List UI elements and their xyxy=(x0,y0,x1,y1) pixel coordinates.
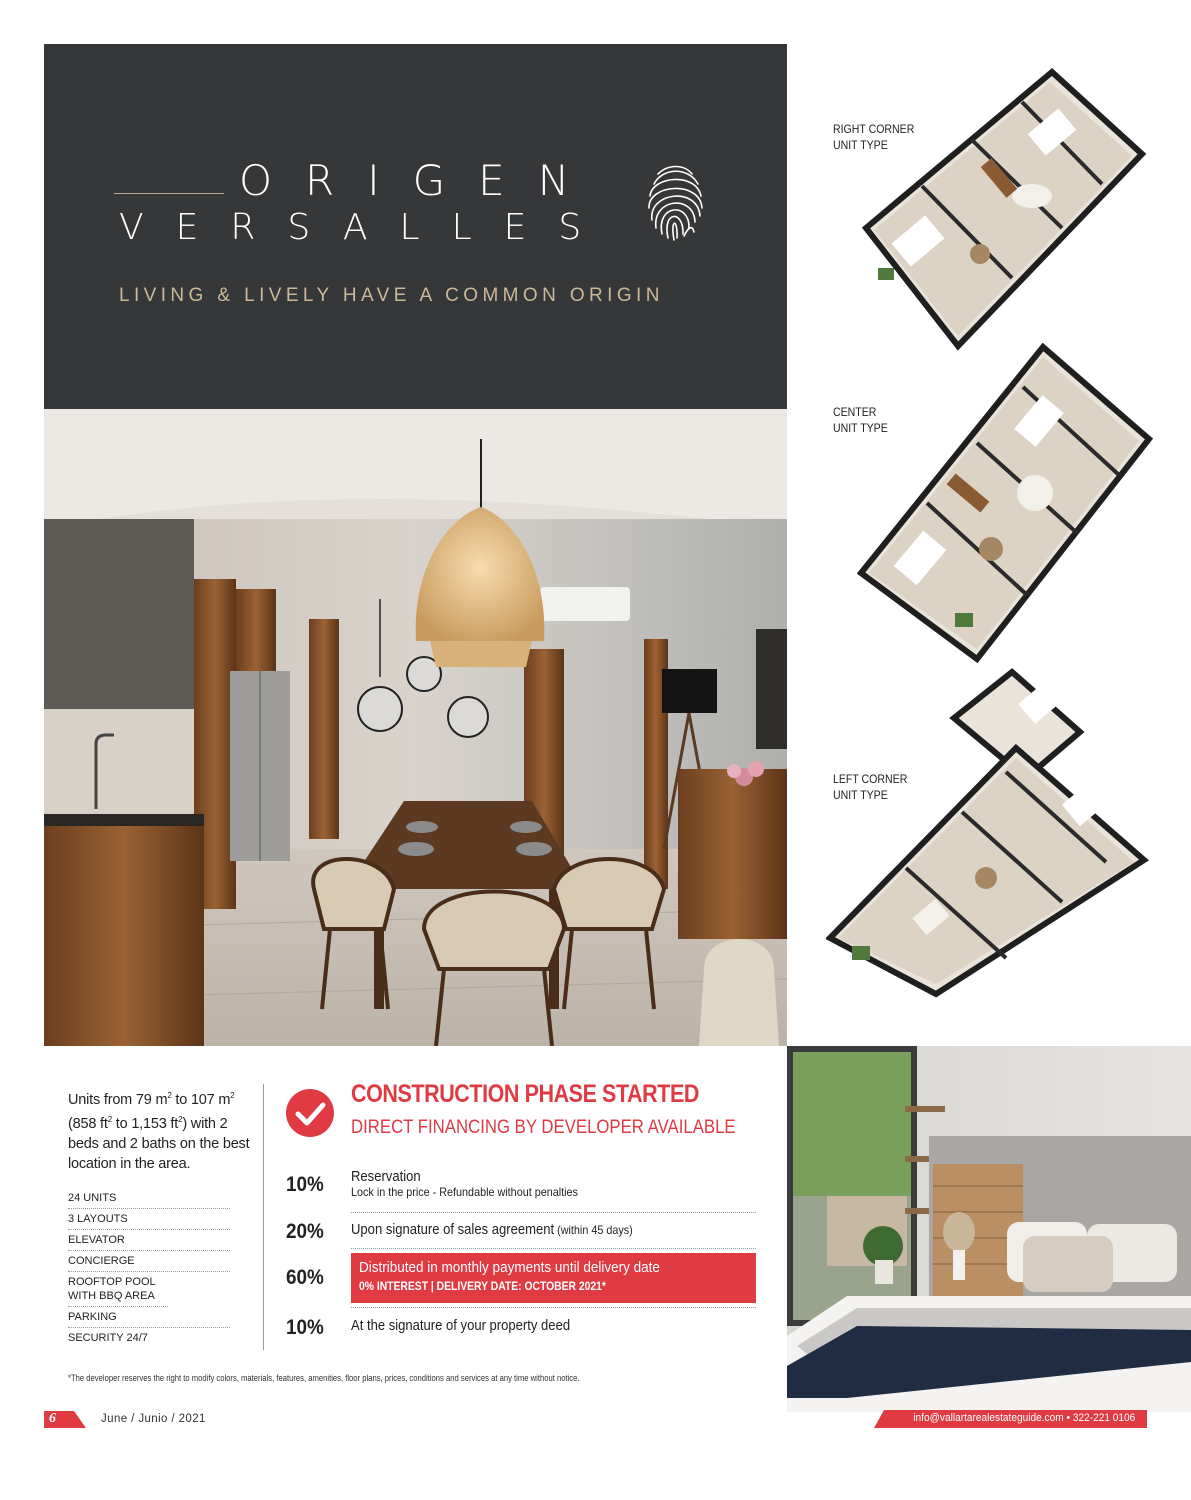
floor-plan-label-line: UNIT TYPE xyxy=(833,421,888,435)
units-sup: 2 xyxy=(167,1091,172,1100)
payment-percent: 10% xyxy=(286,1316,324,1339)
amenity-item: CONCIERGE xyxy=(68,1251,230,1272)
units-description xyxy=(68,1086,258,1174)
footer-contact-text[interactable]: info@vallartarealestateguide.com • 322-221 0106 xyxy=(913,1412,1135,1424)
floor-plan-label-line: LEFT CORNER xyxy=(833,772,908,786)
payment-title xyxy=(351,1222,716,1238)
payment-percent: 20% xyxy=(286,1220,324,1243)
dining-kitchen-photo xyxy=(44,409,787,1046)
brand-name-top: ORIGEN xyxy=(239,156,603,205)
payment-separator xyxy=(351,1248,756,1249)
floor-plan-label-line: CENTER xyxy=(833,405,877,419)
payment-separator xyxy=(351,1212,756,1213)
payment-title-main: Upon signature of sales agreement xyxy=(351,1222,555,1238)
payment-title: At the signature of your property deed xyxy=(351,1318,571,1334)
disclaimer-text: *The developer reserves the right to modify colors, materials, features, amenities, floor plans, prices, conditions and services at any time without notice. xyxy=(68,1373,580,1383)
payment-details xyxy=(351,1222,756,1238)
payment-title: Distributed in monthly payments until delivery date xyxy=(359,1259,660,1276)
units-text: (858 ft xyxy=(68,1115,108,1132)
payment-percent: 60% xyxy=(286,1266,324,1289)
units-sup: 2 xyxy=(107,1114,112,1124)
units-text: ) with 2 beds and 2 baths on the best location in the area. xyxy=(68,1115,250,1172)
section-divider xyxy=(263,1084,264,1350)
floor-plan-right-corner xyxy=(862,68,1152,358)
brand-rule xyxy=(114,193,224,194)
construction-title: CONSTRUCTION PHASE STARTED xyxy=(351,1080,699,1108)
units-text: to 1,153 ft xyxy=(111,1115,179,1132)
amenity-item: SECURITY 24/7 xyxy=(68,1332,148,1344)
payment-details xyxy=(351,1318,756,1334)
units-text: Units from 79 m xyxy=(68,1091,168,1108)
amenity-item: PARKING xyxy=(68,1307,230,1328)
payment-note: 0% INTEREST | DELIVERY DATE: OCTOBER 2021* xyxy=(359,1281,606,1293)
units-text: to 107 m xyxy=(171,1091,231,1108)
units-sup: 2 xyxy=(230,1091,235,1100)
checkmark-icon xyxy=(285,1088,335,1138)
payment-highlight-box xyxy=(351,1253,756,1303)
page-number: 6 xyxy=(49,1411,56,1426)
fingerprint-icon xyxy=(644,162,706,244)
units-sup: 2 xyxy=(178,1114,183,1124)
amenity-item: ELEVATOR xyxy=(68,1230,230,1251)
bedroom-illustration xyxy=(787,1046,1191,1412)
payment-percent: 10% xyxy=(286,1173,324,1196)
floor-plan-center xyxy=(857,343,1153,663)
amenity-item: 24 UNITS xyxy=(68,1188,230,1209)
amenities-list xyxy=(68,1188,230,1348)
amenity-item: 3 LAYOUTS xyxy=(68,1209,230,1230)
amenity-item: ROOFTOP POOL WITH BBQ AREA xyxy=(68,1272,168,1307)
brand-tagline: LIVING & LIVELY HAVE A COMMON ORIGIN xyxy=(119,285,664,306)
payment-note: Lock in the price - Refundable without penalties xyxy=(351,1185,578,1199)
payment-details xyxy=(351,1169,756,1199)
issue-date: June / Junio / 2021 xyxy=(101,1413,206,1425)
hero-banner xyxy=(44,44,787,409)
payment-separator xyxy=(351,1307,756,1308)
bedroom-photo xyxy=(787,1046,1191,1412)
floor-plan-label-line: RIGHT CORNER xyxy=(833,122,915,136)
financing-subtitle: DIRECT FINANCING BY DEVELOPER AVAILABLE xyxy=(351,1116,736,1138)
floor-plan-left-corner xyxy=(826,668,1150,998)
footer-contact-bar xyxy=(874,1410,1147,1428)
payment-title: Reservation xyxy=(351,1169,421,1185)
dining-kitchen-illustration xyxy=(44,409,787,1046)
brand-name-bottom: VERSALLES xyxy=(119,207,614,248)
floor-plan-label-line: UNIT TYPE xyxy=(833,138,888,152)
floor-plan-label-line: UNIT TYPE xyxy=(833,788,888,802)
payment-title-small: (within 45 days) xyxy=(554,1223,633,1237)
